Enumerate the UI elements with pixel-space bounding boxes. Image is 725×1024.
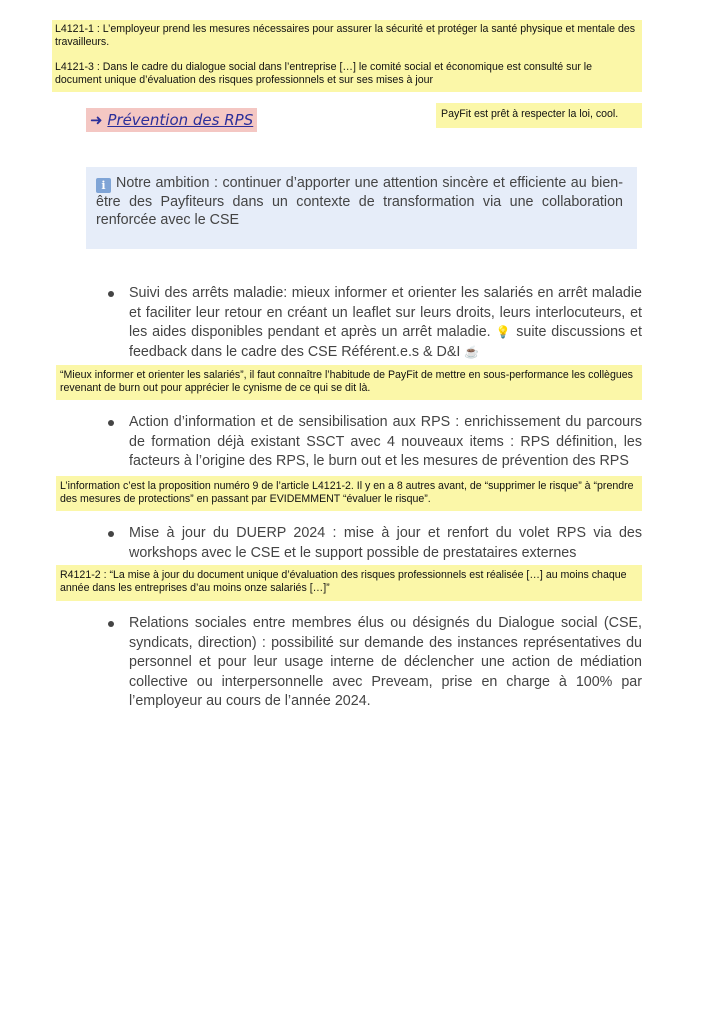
list-item-text: Relations sociales entre membres élus ou désignés du Dialogue social (CSE, syndicats, direction) : possibilité sur demande des instances représentatives du personnel et pour leur usage interne de déclencher une action de médiation collective ou interpersonnelle avec Preveam, prise en charge à 100% par l’employeur au cours de l’année 2024.: [129, 615, 642, 709]
bullet-icon: [108, 531, 114, 537]
ambition-callout: [86, 167, 637, 249]
comment-note-text: L’information c’est la proposition numéro 9 de l’article L4121-2. Il y en a 8 autres avant, de “supprimer le risque” à “prendre des mesures de protections” en passant par EVIDEMMENT “évaluer le risque”.: [60, 480, 634, 505]
comment-note-text: “Mieux informer et orienter les salariés”, il faut connaître l’habitude de PayFit de mettre en sous-performance les collègues revenant de burn out pour apprécier le cynisme de ce qui se dit là.: [60, 369, 633, 394]
bullet-icon: [108, 291, 114, 297]
list-item-text: Suivi des arrêts maladie: mieux informer et orienter les salariés en arrêt maladie et faciliter leur retour en créant un leaflet sur leurs droits, leurs interlocuteurs, et les aides disponibles pendant et après un arrêt maladie.: [129, 285, 642, 340]
list-item: [108, 614, 642, 712]
side-comment-text: PayFit est prêt à respecter la loi, cool.: [441, 108, 619, 120]
list-item-text: Mise à jour du DUERP 2024 : mise à jour et renfort du volet RPS via des workshops avec le CSE et le support possible de prestataires externes: [129, 525, 642, 561]
info-icon: i: [96, 178, 111, 193]
section-heading: [86, 108, 257, 132]
arrow-right-icon: ➜: [90, 111, 103, 129]
bullet-icon: [108, 621, 114, 627]
comment-note-text: R4121-2 : “La mise à jour du document unique d’évaluation des risques professionnels est réalisée […] au moins chaque année dans les entreprises d’au moins onze salariés […]”: [60, 569, 627, 594]
list-item: [108, 524, 642, 563]
legal-note-l4121-1: L4121-1 : L’employeur prend les mesures nécessaires pour assurer la sécurité et protéger la santé physique et mentale des travailleurs.: [55, 23, 636, 48]
legal-note-top: [52, 20, 642, 92]
comment-note: [56, 565, 642, 601]
list-item: [108, 413, 642, 472]
list-item: [108, 284, 642, 362]
bullet-icon: [108, 420, 114, 426]
list-item-text: Action d’information et de sensibilisation aux RPS : enrichissement du parcours de formation déjà existant SSCT avec 4 nouveaux items : RPS définition, les facteurs à l’origine des RPS, le burn out et les mesures de prévention des RPS: [129, 414, 642, 469]
side-comment: [436, 103, 642, 128]
comment-note: [56, 476, 642, 511]
coffee-icon: ☕: [464, 344, 480, 359]
list-item-text-continued: suite discussions et feedback dans le cadre des CSE Référent.e.s & D&I: [129, 324, 642, 360]
comment-note: [56, 365, 642, 400]
section-heading-text: Prévention des RPS: [107, 111, 254, 129]
ambition-text: Notre ambition : continuer d’apporter une attention sincère et efficiente au bien-être des Payfiteurs dans un contexte de transformation via une collaboration renforcée avec le CSE: [96, 175, 623, 228]
lightbulb-icon: 💡: [495, 325, 512, 339]
legal-note-l4121-3: L4121-3 : Dans le cadre du dialogue social dans l’entreprise […] le comité social et économique est consulté sur le document unique d’évaluation des risques professionnels et sur ses mises à jour: [55, 61, 593, 86]
